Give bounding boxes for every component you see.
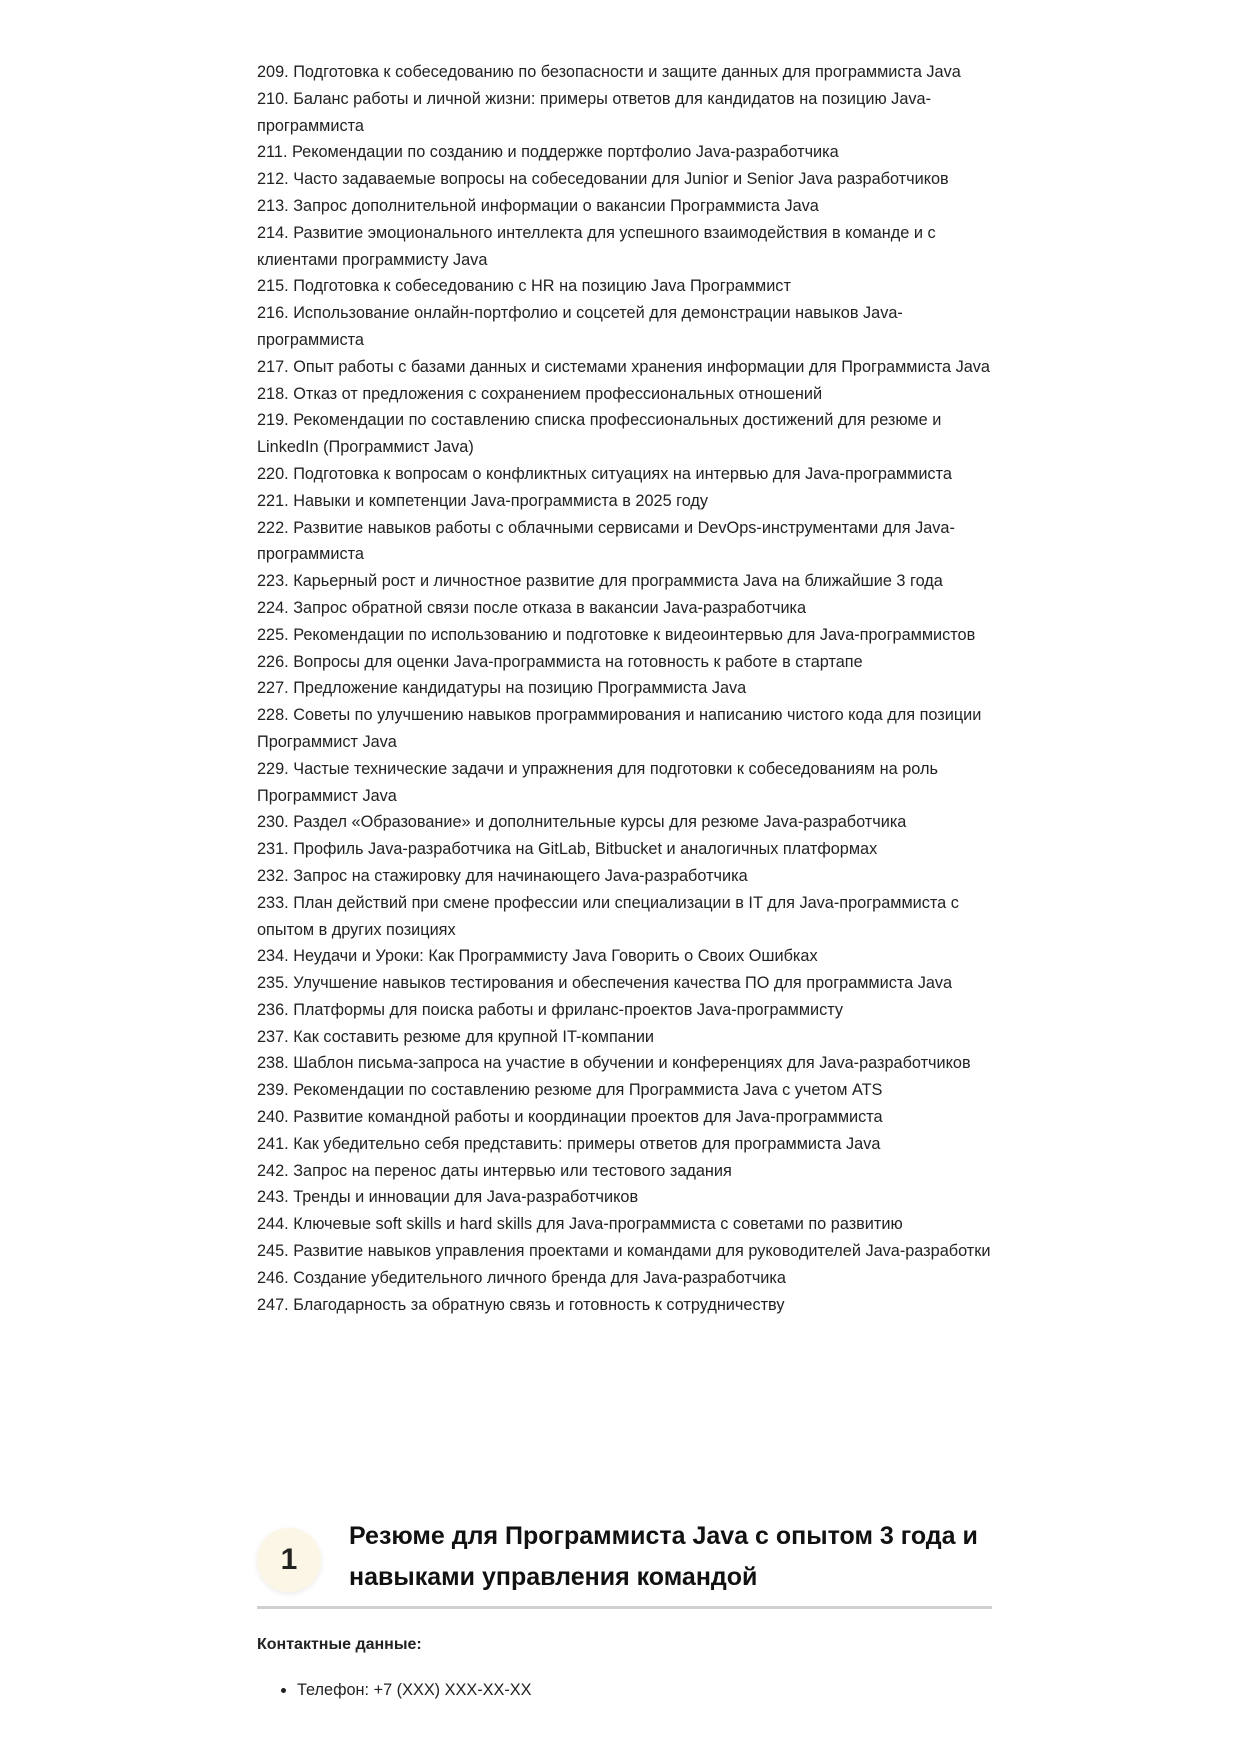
contacts-label: Контактные данные: bbox=[257, 1636, 422, 1653]
topic-item: 233. План действий при смене профессии или специализации в IT для Java-программиста с опытом в других позициях bbox=[257, 893, 959, 939]
topic-item: 246. Создание убедительного личного бренда для Java-разработчика bbox=[257, 1268, 786, 1287]
topic-item: 229. Частые технические задачи и упражнения для подготовки к собеседованиям на роль Программист Java bbox=[257, 759, 938, 805]
topic-item: 209. Подготовка к собеседованию по безопасности и защите данных для программиста Java bbox=[257, 63, 961, 81]
contacts-list bbox=[257, 1677, 531, 1703]
topic-item: 223. Карьерный рост и личностное развитие для программиста Java на ближайшие 3 года bbox=[257, 572, 943, 591]
topic-item: 218. Отказ от предложения с сохранением профессиональных отношений bbox=[257, 384, 823, 403]
contact-phone: • Телефон: +7 (XXX) XXX-XX-XX bbox=[297, 1677, 531, 1703]
section-title: Резюме для Программиста Java с опытом 3 года и навыками управления командой bbox=[349, 1522, 978, 1591]
topic-item: 240. Развитие командной работы и координации проектов для Java-программиста bbox=[257, 1108, 883, 1127]
topic-item: 213. Запрос дополнительной информации о вакансии Программиста Java bbox=[257, 196, 819, 215]
topic-item: 220. Подготовка к вопросам о конфликтных ситуациях на интервью для Java-программиста bbox=[257, 464, 952, 483]
topic-item: 242. Запрос на перенос даты интервью или тестового задания bbox=[257, 1161, 732, 1180]
topic-item: 238. Шаблон письма-запроса на участие в обучении и конференциях для Java-разработчиков bbox=[257, 1054, 971, 1073]
topic-item: 222. Развитие навыков работы с облачными сервисами и DevOps-инструментами для Java-программиста bbox=[257, 518, 955, 564]
topic-item: 221. Навыки и компетенции Java-программиста в 2025 году bbox=[257, 491, 709, 510]
topic-item: 211. Рекомендации по созданию и поддержке портфолио Java-разработчика bbox=[257, 143, 839, 162]
topic-item: 244. Ключевые soft skills и hard skills для Java-программиста с советами по развитию bbox=[257, 1215, 903, 1234]
topic-item: 231. Профиль Java-разработчика на GitLab, Bitbucket и аналогичных платформах bbox=[257, 840, 878, 859]
topic-item: 247. Благодарность за обратную связь и готовность к сотрудничеству bbox=[257, 1295, 785, 1314]
topic-item: 241. Как убедительно себя представить: примеры ответов для программиста Java bbox=[257, 1134, 881, 1153]
topic-item: 245. Развитие навыков управления проектами и командами для руководителей Java-разработки bbox=[257, 1242, 991, 1261]
topic-item: 216. Использование онлайн-портфолио и соцсетей для демонстрации навыков Java-программиста bbox=[257, 304, 903, 349]
topic-item: 237. Как составить резюме для крупной IT-компании bbox=[257, 1027, 655, 1046]
section-heading bbox=[257, 1516, 992, 1609]
section-number-badge: 1 bbox=[257, 1528, 321, 1592]
topic-item: 235. Улучшение навыков тестирования и обеспечения качества ПО для программиста Java bbox=[257, 974, 953, 993]
topic-item: 234. Неудачи и Уроки: Как Программисту Java Говорить о Своих Ошибках bbox=[257, 947, 818, 966]
topic-item: 230. Раздел «Образование» и дополнительные курсы для резюме Java-разработчика bbox=[257, 813, 907, 832]
topic-item: 232. Запрос на стажировку для начинающего Java-разработчика bbox=[257, 866, 748, 885]
topic-item: 225. Рекомендации по использованию и подготовке к видеоинтервью для Java-программистов bbox=[257, 625, 976, 644]
topic-item: 215. Подготовка к собеседованию с HR на позицию Java Программист bbox=[257, 277, 791, 296]
topic-item: 228. Советы по улучшению навыков программирования и написанию чистого кода для позиции Программист Java bbox=[257, 706, 982, 751]
topic-item: 217. Опыт работы с базами данных и системами хранения информации для Программиста Java bbox=[257, 357, 990, 376]
topic-item: 226. Вопросы для оценки Java-программиста на готовность к работе в стартапе bbox=[257, 652, 863, 671]
topics-list bbox=[257, 59, 997, 1318]
topic-item: 224. Запрос обратной связи после отказа в вакансии Java-разработчика bbox=[257, 598, 807, 617]
topic-item: 210. Баланс работы и личной жизни: примеры ответов для кандидатов на позицию Java-программиста bbox=[257, 89, 931, 135]
topic-item: 236. Платформы для поиска работы и фриланс-проектов Java-программисту bbox=[257, 1000, 844, 1019]
topic-item: 219. Рекомендации по составлению списка профессиональных достижений для резюме и LinkedIn (Программист Java) bbox=[257, 411, 942, 457]
topic-item: 239. Рекомендации по составлению резюме для Программиста Java с учетом ATS bbox=[257, 1081, 883, 1100]
topic-item: 243. Тренды и инновации для Java-разработчиков bbox=[257, 1188, 639, 1207]
topic-item: 212. Часто задаваемые вопросы на собеседовании для Junior и Senior Java разработчиков bbox=[257, 170, 949, 189]
topic-item: 214. Развитие эмоционального интеллекта для успешного взаимодействия в команде и с клиентами программисту Java bbox=[257, 223, 936, 269]
topic-item: 227. Предложение кандидатуры на позицию Программиста Java bbox=[257, 679, 747, 698]
